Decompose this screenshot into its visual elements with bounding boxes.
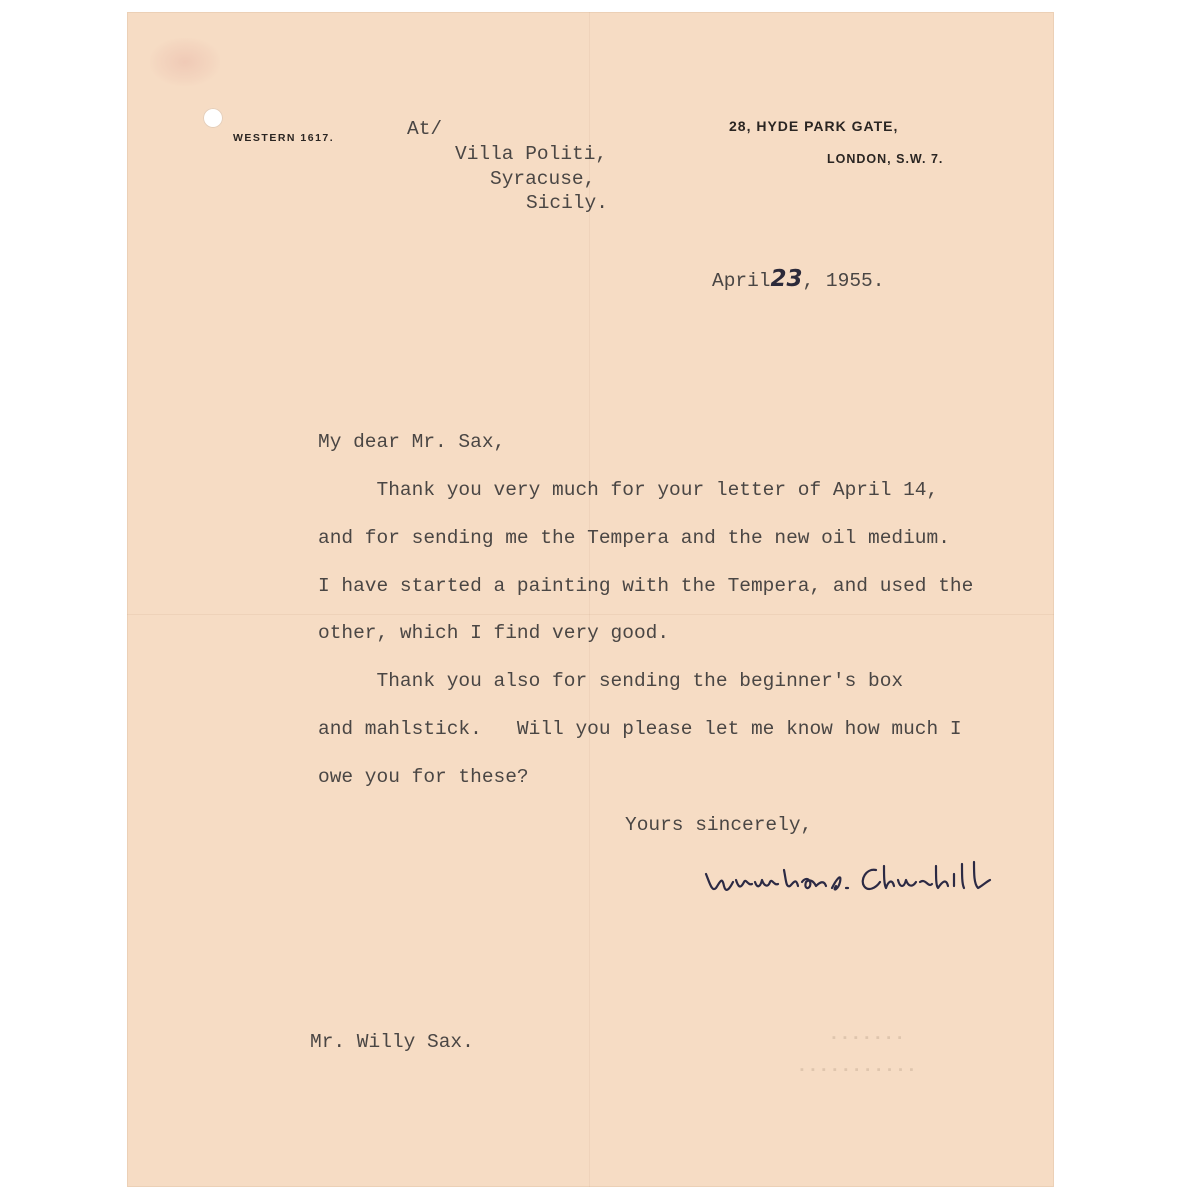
body-line: I have started a painting with the Tempera, and used the bbox=[318, 575, 974, 597]
show-through-mark: ▪ ▪ ▪ ▪ ▪ ▪ ▪ ▪ ▪ ▪ ▪ bbox=[800, 1064, 916, 1076]
date-month: April bbox=[712, 270, 771, 292]
closing: Yours sincerely, bbox=[625, 814, 813, 836]
letterhead-address-line-1: 28, HYDE PARK GATE, bbox=[729, 118, 899, 134]
letterhead-address-line-2: LONDON, S.W. 7. bbox=[827, 152, 944, 166]
location-line-1: At/ bbox=[407, 118, 443, 140]
recipient: Mr. Willy Sax. bbox=[310, 1031, 474, 1053]
letterhead-phone: WESTERN 1617. bbox=[233, 132, 335, 144]
location-line-2: Villa Politi, bbox=[455, 143, 608, 165]
show-through-mark: ▪ ▪ ▪ ▪ ▪ ▪ ▪ bbox=[832, 1032, 904, 1044]
body-line: Thank you very much for your letter of April 14, bbox=[318, 479, 939, 501]
location-line-3: Syracuse, bbox=[490, 168, 596, 190]
date-day-handwritten: 23 bbox=[770, 266, 803, 292]
location-line-4: Sicily. bbox=[526, 192, 608, 214]
faded-stamp-mark bbox=[150, 38, 220, 86]
body-line: and for sending me the Tempera and the new oil medium. bbox=[318, 527, 950, 549]
date-year: , 1955. bbox=[802, 270, 885, 292]
body-line: other, which I find very good. bbox=[318, 622, 670, 644]
salutation: My dear Mr. Sax, bbox=[318, 431, 506, 453]
fold-line-horizontal bbox=[127, 614, 1054, 615]
letter-date bbox=[712, 268, 884, 292]
handwritten-signature bbox=[700, 852, 1030, 912]
body-line: Thank you also for sending the beginner's box bbox=[318, 670, 904, 692]
punch-hole bbox=[203, 108, 223, 128]
body-line: owe you for these? bbox=[318, 766, 529, 788]
body-line: and mahlstick. Will you please let me know how much I bbox=[318, 718, 962, 740]
